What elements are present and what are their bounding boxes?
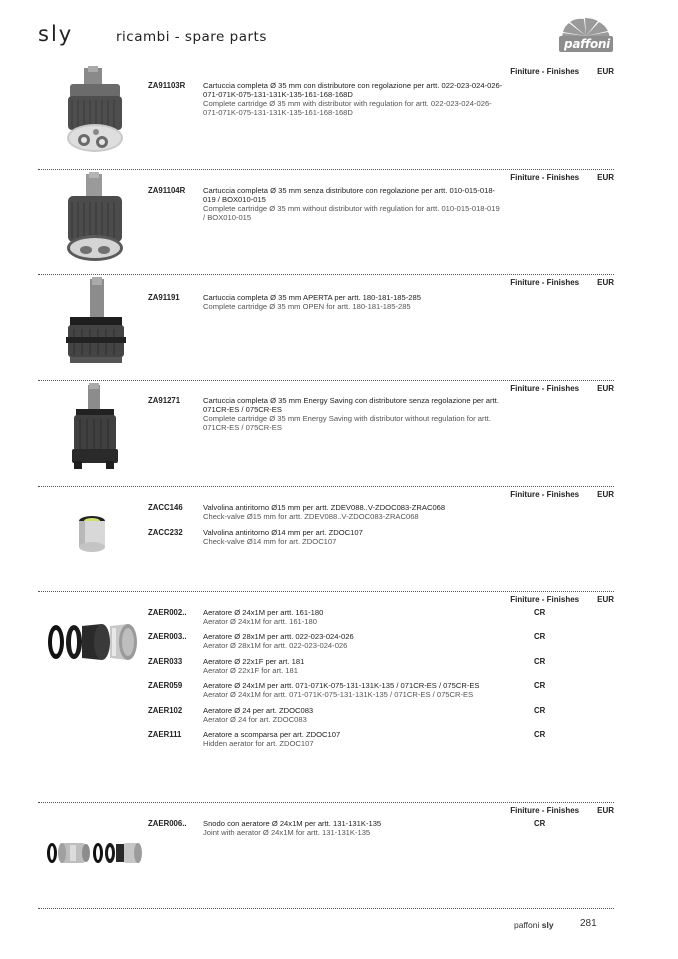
finishes-label: Finiture - Finishes	[510, 67, 580, 76]
finish-value: CR	[534, 730, 546, 739]
eur-label: EUR	[597, 67, 614, 76]
product-description	[203, 81, 503, 117]
finishes-header	[510, 67, 614, 76]
finishes-label: Finiture - Finishes	[510, 595, 580, 604]
section-za91104r	[38, 172, 614, 272]
description-it: Aeratore a scomparsa per art. ZDOC107	[203, 730, 341, 739]
description-it: Aeratore Ø 24x1M per artt. 071-071K-075-131-131K-135 / 071CR-ES / 075CR-ES	[203, 681, 480, 690]
finish-value: CR	[534, 657, 546, 666]
logo-wordmark: paffoni	[564, 37, 610, 51]
product-code: ZA91104R	[148, 186, 186, 195]
cartridge-energy-saving-image	[68, 383, 124, 475]
finish-value: CR	[534, 819, 546, 828]
product-description	[203, 503, 503, 521]
footer-brand	[514, 920, 554, 930]
page-number: 281	[580, 918, 597, 929]
finish-value: CR	[534, 681, 546, 690]
section-za91191	[38, 277, 614, 377]
section-aerators	[38, 594, 614, 799]
eur-label: EUR	[597, 278, 614, 287]
finishes-header	[510, 384, 614, 393]
product-code: ZAER102	[148, 706, 183, 715]
finishes-header	[510, 806, 614, 815]
product-code: ZAER003..	[148, 632, 187, 641]
section-check-valves	[38, 489, 614, 589]
description-en: Aerator Ø 24x1M for artt. 161-180	[203, 617, 317, 626]
description-en: Aerator Ø 24x1M for artt. 071-071K-075-131-131K-135 / 071CR-ES / 075CR-ES	[203, 690, 474, 699]
finishes-label: Finiture - Finishes	[510, 278, 580, 287]
description-it: Valvolina antiritorno Ø15 mm per artt. ZDEV088..V-ZDOC083-ZRAC068	[203, 503, 446, 512]
section-divider	[38, 591, 614, 592]
check-valve-image	[76, 515, 108, 553]
product-description	[203, 681, 523, 699]
description-it: Aeratore Ø 22x1F per art. 181	[203, 657, 305, 666]
joint-with-aerator-image	[44, 839, 144, 867]
eur-label: EUR	[597, 384, 614, 393]
section-divider	[38, 274, 614, 275]
finishes-header	[510, 278, 614, 287]
product-description	[203, 819, 503, 837]
section-divider	[38, 380, 614, 381]
product-description	[203, 706, 503, 724]
product-description	[203, 657, 503, 675]
description-en: Aerator Ø 24 for art. ZDOC083	[203, 715, 307, 724]
section-za91103r	[38, 66, 614, 166]
product-description	[203, 730, 503, 748]
description-en: Aerator Ø 28x1M for artt. 022-023-024-026	[203, 641, 348, 650]
product-code: ZA91271	[148, 396, 181, 405]
product-code: ZA91103R	[148, 81, 186, 90]
section-za91271	[38, 383, 614, 483]
product-code: ZAER006..	[148, 819, 187, 828]
description-it: Cartuccia completa Ø 35 mm con distributore con regolazione per artt. 022-023-024-026-071-071K-075-131-131K-135-161-168-168D	[203, 81, 503, 99]
eur-label: EUR	[597, 490, 614, 499]
section-divider	[38, 802, 614, 803]
product-description	[203, 608, 503, 626]
description-it: Valvolina antiritorno Ø14 mm per art. ZDOC107	[203, 528, 363, 537]
description-en: Check-valve Ø14 mm for art. ZDOC107	[203, 537, 337, 546]
product-code: ZA91191	[148, 293, 180, 302]
description-en: Complete cartridge Ø 35 mm with distributor with regulation for artt. 022-023-024-026-071-071K-075-131-131K-135-161-168-168D	[203, 99, 492, 117]
description-en: Complete cartridge Ø 35 mm Energy Saving with distributor without regulation for artt. 071CR-ES / 075CR-ES	[203, 414, 491, 432]
product-description	[203, 528, 503, 546]
brand-title: sly	[38, 22, 74, 46]
finishes-label: Finiture - Finishes	[510, 173, 580, 182]
cartridge-without-distributor-image	[60, 172, 132, 264]
eur-label: EUR	[597, 595, 614, 604]
finishes-header	[510, 595, 614, 604]
cartridge-open-image	[60, 277, 132, 369]
product-code: ZAER033	[148, 657, 183, 666]
section-joint-aerator	[38, 805, 614, 905]
finishes-label: Finiture - Finishes	[510, 490, 580, 499]
eur-label: EUR	[597, 173, 614, 182]
eur-label: EUR	[597, 806, 614, 815]
product-code: ZAER002..	[148, 608, 187, 617]
description-en: Aerator Ø 22x1F for art. 181	[203, 666, 298, 675]
section-divider	[38, 486, 614, 487]
finishes-label: Finiture - Finishes	[510, 384, 580, 393]
finish-value: CR	[534, 632, 546, 641]
product-code: ZACC232	[148, 528, 183, 537]
description-it: Cartuccia completa Ø 35 mm APERTA per artt. 180-181-185-285	[203, 293, 421, 302]
description-it: Aeratore Ø 24 per art. ZDOC083	[203, 706, 314, 715]
description-it: Aeratore Ø 24x1M per artt. 161-180	[203, 608, 324, 617]
section-divider	[38, 908, 614, 909]
footer-series: sly	[541, 920, 554, 930]
product-description	[203, 293, 503, 311]
description-en: Hidden aerator for art. ZDOC107	[203, 739, 314, 748]
description-en: Check-valve Ø15 mm for artt. ZDEV088..V-ZDOC083-ZRAC068	[203, 512, 419, 521]
product-description	[203, 632, 503, 650]
product-description	[203, 186, 503, 222]
finishes-header	[510, 490, 614, 499]
footer-brand-name: paffoni	[514, 920, 540, 930]
aerator-set-image	[44, 620, 140, 664]
description-it: Snodo con aeratore Ø 24x1M per artt. 131-131K-135	[203, 819, 382, 828]
description-it: Cartuccia completa Ø 35 mm Energy Saving con distributore senza regolazione per artt. 071CR-ES / 075CR-ES	[203, 396, 499, 414]
product-code: ZAER059	[148, 681, 183, 690]
finish-value: CR	[534, 706, 546, 715]
section-divider	[38, 169, 614, 170]
description-en: Joint with aerator Ø 24x1M for artt. 131-131K-135	[203, 828, 371, 837]
description-en: Complete cartridge Ø 35 mm OPEN for artt. 180-181-185-285	[203, 302, 411, 311]
description-it: Cartuccia completa Ø 35 mm senza distributore con regolazione per artt. 010-015-018-019 / BOX010-015	[203, 186, 496, 204]
product-code: ZAER111	[148, 730, 182, 739]
paffoni-logo	[556, 16, 616, 54]
product-description	[203, 396, 503, 432]
description-it: Aeratore Ø 28x1M per artt. 022-023-024-026	[203, 632, 354, 641]
finishes-label: Finiture - Finishes	[510, 806, 580, 815]
product-code: ZACC146	[148, 503, 183, 512]
finish-value: CR	[534, 608, 546, 617]
cartridge-with-distributor-image	[60, 66, 132, 160]
description-en: Complete cartridge Ø 35 mm without distributor with regulation for artt. 010-015-018-019 / BOX010-015	[203, 204, 500, 222]
page-subtitle: ricambi - spare parts	[116, 29, 267, 45]
finishes-header	[510, 173, 614, 182]
